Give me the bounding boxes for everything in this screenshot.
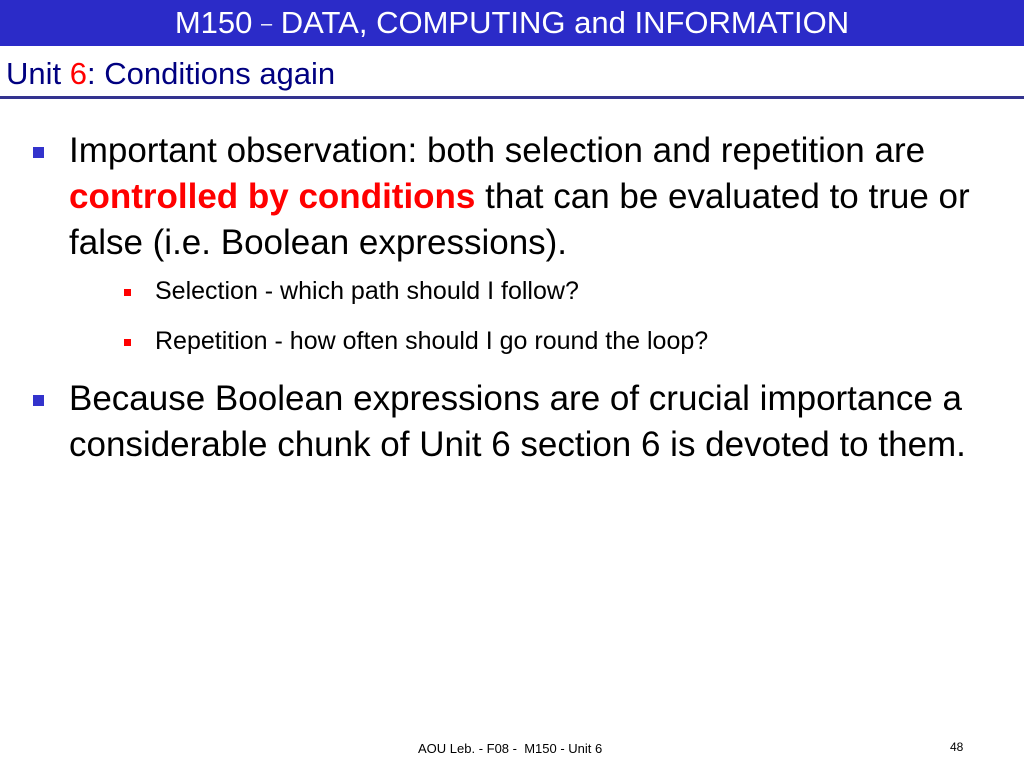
course-title: [0, 2, 1024, 45]
square-bullet-icon: [33, 147, 44, 158]
slide-title-suffix: : Conditions again: [87, 56, 336, 91]
title-dash: –: [261, 13, 273, 35]
bullet-2-text: Because Boolean expressions are of crucial importance a considerable chunk of Unit 6 section 6 is devoted to them.: [69, 379, 966, 464]
bullet-1-emphasis: controlled by conditions: [69, 177, 476, 216]
course-code: M150: [174, 5, 253, 40]
bullet-item-2: [30, 376, 1010, 468]
title-underline: [0, 96, 1024, 99]
slide-title: [6, 54, 335, 94]
bullet-1-text-end: that can be evaluated to true or false (i.e. Boolean expressions).: [69, 177, 970, 262]
sub-bullet-2-text: Repetition - how often should I go round the loop?: [155, 327, 709, 355]
sub-bullet-1-text: Selection - which path should I follow?: [155, 277, 579, 305]
slide-content: [30, 128, 1010, 478]
square-bullet-icon: [33, 395, 44, 406]
slide-title-prefix: Unit: [6, 56, 70, 91]
bullet-item-1: [30, 128, 1010, 358]
sub-bullet-list: [69, 274, 1010, 358]
slide-number: 48: [950, 740, 964, 754]
bullet-1-text-start: Important observation: both selection and repetition are: [69, 131, 926, 170]
footer-text: AOU Leb. - F08 - M150 - Unit 6: [418, 741, 603, 756]
small-square-bullet-icon: [124, 339, 131, 346]
unit-number: 6: [69, 56, 87, 91]
sub-bullet-item-1: [69, 274, 1010, 308]
sub-bullet-item-2: [69, 324, 1010, 358]
course-name: DATA, COMPUTING and INFORMATION: [280, 5, 850, 40]
small-square-bullet-icon: [124, 289, 131, 296]
